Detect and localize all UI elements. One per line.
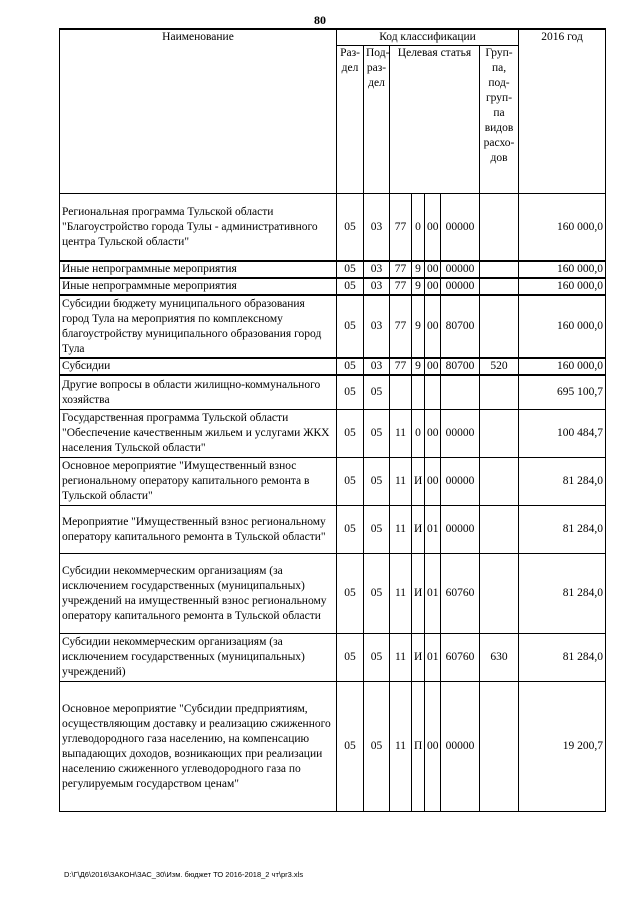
row-razdel: 05	[337, 458, 364, 506]
header-group-text: Груп- па, под- груп- па видов расхо- дов	[483, 47, 515, 164]
row-target-direction: 80700	[441, 358, 480, 375]
row-podrazdel: 05	[364, 682, 390, 812]
row-target-direction: 60760	[441, 634, 480, 682]
row-target-direction: 00000	[441, 278, 480, 295]
row-target-program: 11	[390, 410, 412, 458]
row-target-subprogram: 0	[412, 194, 425, 262]
row-expense-group	[480, 506, 519, 554]
budget-table	[59, 28, 606, 812]
row-expense-group	[480, 554, 519, 634]
table-row	[60, 375, 606, 410]
table-row	[60, 458, 606, 506]
row-target-event: 00	[425, 295, 441, 358]
row-amount: 81 284,0	[519, 634, 606, 682]
row-target-event: 00	[425, 194, 441, 262]
row-name: Региональная программа Тульской области "Благоустройство города Тулы - административного центра Тульской области"	[60, 194, 337, 262]
row-target-program: 77	[390, 295, 412, 358]
row-target-event: 00	[425, 682, 441, 812]
row-target-direction	[441, 375, 480, 410]
row-razdel: 05	[337, 194, 364, 262]
row-target-direction: 00000	[441, 506, 480, 554]
header-classification: Код классификации	[337, 29, 519, 46]
row-amount: 160 000,0	[519, 295, 606, 358]
row-target-program: 11	[390, 458, 412, 506]
row-target-direction: 80700	[441, 295, 480, 358]
row-target-program: 11	[390, 554, 412, 634]
row-amount: 19 200,7	[519, 682, 606, 812]
header-podrazdel	[364, 46, 390, 194]
row-razdel: 05	[337, 554, 364, 634]
row-name: Основное мероприятие "Имущественный взнос региональному оператору капитального ремонта в Тульской области"	[60, 458, 337, 506]
row-target-event: 01	[425, 506, 441, 554]
row-name: Субсидии некоммерческим организациям (за исключением государственных (муниципальных) учреждений)	[60, 634, 337, 682]
row-expense-group: 630	[480, 634, 519, 682]
table-row	[60, 410, 606, 458]
table-body	[60, 194, 606, 812]
row-razdel: 05	[337, 375, 364, 410]
table-row	[60, 506, 606, 554]
row-razdel: 05	[337, 261, 364, 278]
row-podrazdel: 05	[364, 506, 390, 554]
row-target-event: 00	[425, 261, 441, 278]
row-target-program: 11	[390, 682, 412, 812]
row-podrazdel: 03	[364, 194, 390, 262]
row-target-program: 77	[390, 358, 412, 375]
row-target-subprogram: 9	[412, 295, 425, 358]
row-expense-group	[480, 458, 519, 506]
row-amount: 160 000,0	[519, 278, 606, 295]
row-razdel: 05	[337, 410, 364, 458]
row-target-direction: 00000	[441, 682, 480, 812]
row-podrazdel: 05	[364, 375, 390, 410]
row-target-subprogram: 9	[412, 261, 425, 278]
row-name: Мероприятие "Имущественный взнос региональному оператору капитального ремонта в Тульской области"	[60, 506, 337, 554]
row-razdel: 05	[337, 634, 364, 682]
row-podrazdel: 05	[364, 458, 390, 506]
row-razdel: 05	[337, 295, 364, 358]
row-amount: 160 000,0	[519, 261, 606, 278]
row-target-event	[425, 375, 441, 410]
table-row	[60, 261, 606, 278]
row-podrazdel: 05	[364, 634, 390, 682]
row-target-subprogram: 9	[412, 278, 425, 295]
row-expense-group	[480, 410, 519, 458]
row-expense-group	[480, 682, 519, 812]
row-target-program: 11	[390, 506, 412, 554]
row-razdel: 05	[337, 278, 364, 295]
row-expense-group: 520	[480, 358, 519, 375]
row-target-event: 01	[425, 554, 441, 634]
header-name: Наименование	[60, 29, 337, 194]
row-target-direction: 00000	[441, 261, 480, 278]
row-podrazdel: 03	[364, 358, 390, 375]
row-target-subprogram	[412, 375, 425, 410]
row-target-subprogram: И	[412, 554, 425, 634]
row-name: Иные непрограммные мероприятия	[60, 261, 337, 278]
table-row	[60, 634, 606, 682]
table-row	[60, 554, 606, 634]
row-amount: 100 484,7	[519, 410, 606, 458]
row-target-event: 00	[425, 410, 441, 458]
header-razdel-text: Раз- дел	[340, 47, 360, 74]
row-target-program: 77	[390, 261, 412, 278]
row-target-subprogram: 0	[412, 410, 425, 458]
row-target-event: 00	[425, 458, 441, 506]
row-target-direction: 00000	[441, 458, 480, 506]
row-amount: 81 284,0	[519, 458, 606, 506]
row-name: Субсидии	[60, 358, 337, 375]
row-amount: 160 000,0	[519, 358, 606, 375]
row-target-subprogram: И	[412, 506, 425, 554]
row-target-event: 00	[425, 358, 441, 375]
row-target-event: 00	[425, 278, 441, 295]
row-podrazdel: 05	[364, 554, 390, 634]
row-podrazdel: 03	[364, 261, 390, 278]
row-razdel: 05	[337, 506, 364, 554]
row-target-program	[390, 375, 412, 410]
row-target-event: 01	[425, 634, 441, 682]
row-expense-group	[480, 194, 519, 262]
header-target-article: Целевая статья	[390, 46, 480, 194]
row-target-subprogram: И	[412, 634, 425, 682]
row-name: Субсидии бюджету муниципального образования город Тула на мероприятия по комплексному благоустройству муниципального образования город Тула	[60, 295, 337, 358]
row-target-program: 11	[390, 634, 412, 682]
table-row	[60, 295, 606, 358]
row-amount: 160 000,0	[519, 194, 606, 262]
row-razdel: 05	[337, 682, 364, 812]
row-podrazdel: 05	[364, 410, 390, 458]
header-year: 2016 год	[519, 29, 606, 194]
row-target-subprogram: И	[412, 458, 425, 506]
header-razdel	[337, 46, 364, 194]
table-row	[60, 278, 606, 295]
row-name: Государственная программа Тульской области "Обеспечение качественным жильем и услугами ЖКХ населения Тульской области"	[60, 410, 337, 458]
row-name: Другие вопросы в области жилищно-коммунального хозяйства	[60, 375, 337, 410]
row-name: Субсидии некоммерческим организациям (за исключением государственных (муниципальных) учреждений на имущественный взнос региональному оператору капитального ремонта в Тульской области	[60, 554, 337, 634]
page-number: 80	[314, 13, 326, 27]
row-podrazdel: 03	[364, 278, 390, 295]
row-amount: 695 100,7	[519, 375, 606, 410]
row-razdel: 05	[337, 358, 364, 375]
row-expense-group	[480, 375, 519, 410]
row-name: Основное мероприятие "Субсидии предприятиям, осуществляющим доставку и реализацию сжиженного углеводородного газа населению, на компенсацию выпадающих доходов, возникающих при реализации населению сжиженного углеводородного газа по регулируемым государством ценам"	[60, 682, 337, 812]
row-amount: 81 284,0	[519, 506, 606, 554]
table-row	[60, 194, 606, 262]
row-amount: 81 284,0	[519, 554, 606, 634]
row-podrazdel: 03	[364, 295, 390, 358]
table-row	[60, 682, 606, 812]
header-group	[480, 46, 519, 194]
row-target-subprogram: 9	[412, 358, 425, 375]
row-expense-group	[480, 261, 519, 278]
header-podrazdel-text: Под- раз- дел	[366, 47, 390, 89]
row-target-program: 77	[390, 194, 412, 262]
row-target-direction: 00000	[441, 194, 480, 262]
table-row	[60, 358, 606, 375]
row-target-direction: 60760	[441, 554, 480, 634]
row-target-program: 77	[390, 278, 412, 295]
row-expense-group	[480, 278, 519, 295]
file-path-footer: D:\Г\Д6\2016\ЗАКОН\ЗАС_30\Изм. бюджет ТО 2016-2018_2 чт\pr3.xls	[64, 870, 304, 879]
row-expense-group	[480, 295, 519, 358]
row-target-subprogram: П	[412, 682, 425, 812]
row-target-direction: 00000	[441, 410, 480, 458]
row-name: Иные непрограммные мероприятия	[60, 278, 337, 295]
